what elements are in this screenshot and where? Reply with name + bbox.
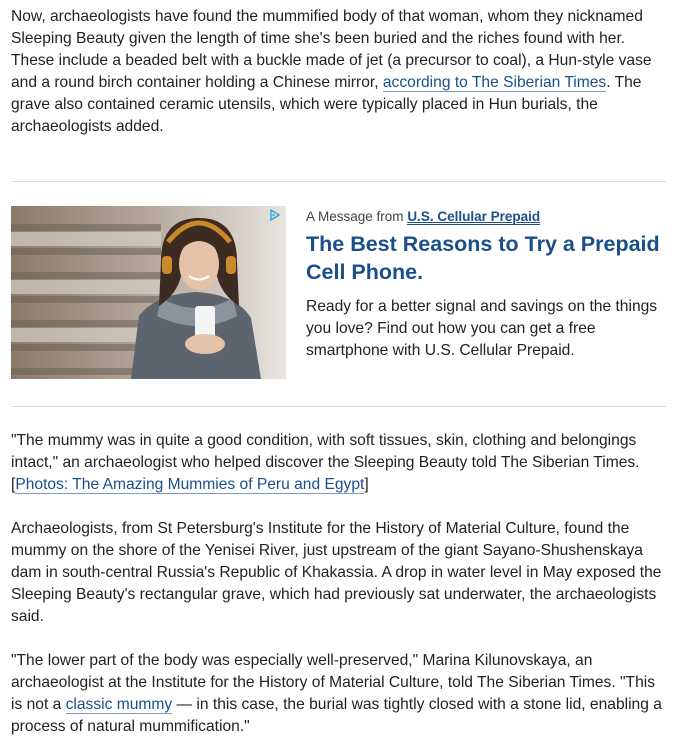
divider-top — [11, 181, 666, 182]
article-paragraph-3: Archaeologists, from St Petersburg's Institute for the History of Material Culture, found the mummy on the shore of the Yenisei River, just upstream of the giant Sayano-Shushenskaya dam in south-central Russia's Republic of Khakassia. A drop in water level in May exposed the Sleeping Beauty's rectangular grave, which had previously sat underwater, the archaeologists said. — [11, 520, 662, 625]
article-paragraph-4 — [11, 650, 665, 738]
paragraph-text: ] — [364, 476, 369, 493]
article-paragraph-1 — [11, 6, 665, 138]
ad-body-text: Ready for a better signal and savings on the things you love? Find out how you can get a free smartphone with U.S. Cellular Prepaid. — [306, 298, 658, 359]
classic-mummy-link[interactable]: classic mummy — [65, 696, 173, 713]
ad-sponsor-link[interactable]: U.S. Cellular Prepaid — [407, 209, 541, 224]
article-paragraph-2 — [11, 430, 665, 496]
mummies-photos-link[interactable]: Photos: The Amazing Mummies of Peru and Egypt — [15, 476, 365, 493]
paragraph-text: "The mummy was in quite a good condition, with soft tissues, skin, clothing and belongings intact," an archaeologist who helped discover the Sleeping Beauty told The Siberian Times. [ — [11, 432, 640, 493]
paragraph-text: "The lower part of the body was especially well-preserved," Marina Kilunovskaya, an archaeologist at the Institute for the History of Material Culture, told The Siberian Times. "This is not a — [11, 652, 656, 713]
divider-bottom — [11, 406, 666, 407]
ad-choices-icon[interactable] — [268, 208, 282, 222]
woman-with-headphones-image — [11, 206, 286, 379]
paragraph-text: . The grave also contained ceramic utensils, which were typically placed in Hun burials, the archaeologists added. — [11, 74, 642, 135]
ad-image[interactable] — [11, 206, 286, 379]
paragraph-text: Now, archaeologists have found the mummified body of that woman, whom they nicknamed Sleeping Beauty given the length of time she's been buried and the riches found with her. These include a beaded belt with a buckle made of jet (a precursor to coal), a Hun-style vase and a round birch container holding a Chinese mirror, — [11, 8, 652, 91]
paragraph-text: — in this case, the burial was tightly closed with a stone lid, enabling a process of natural mummification." — [11, 696, 662, 735]
ad-kicker-text: A Message from — [306, 209, 404, 224]
siberian-times-link[interactable]: according to The Siberian Times — [382, 74, 607, 91]
ad-kicker — [306, 208, 540, 226]
ad-headline[interactable]: The Best Reasons to Try a Prepaid Cell Phone. — [306, 232, 660, 284]
